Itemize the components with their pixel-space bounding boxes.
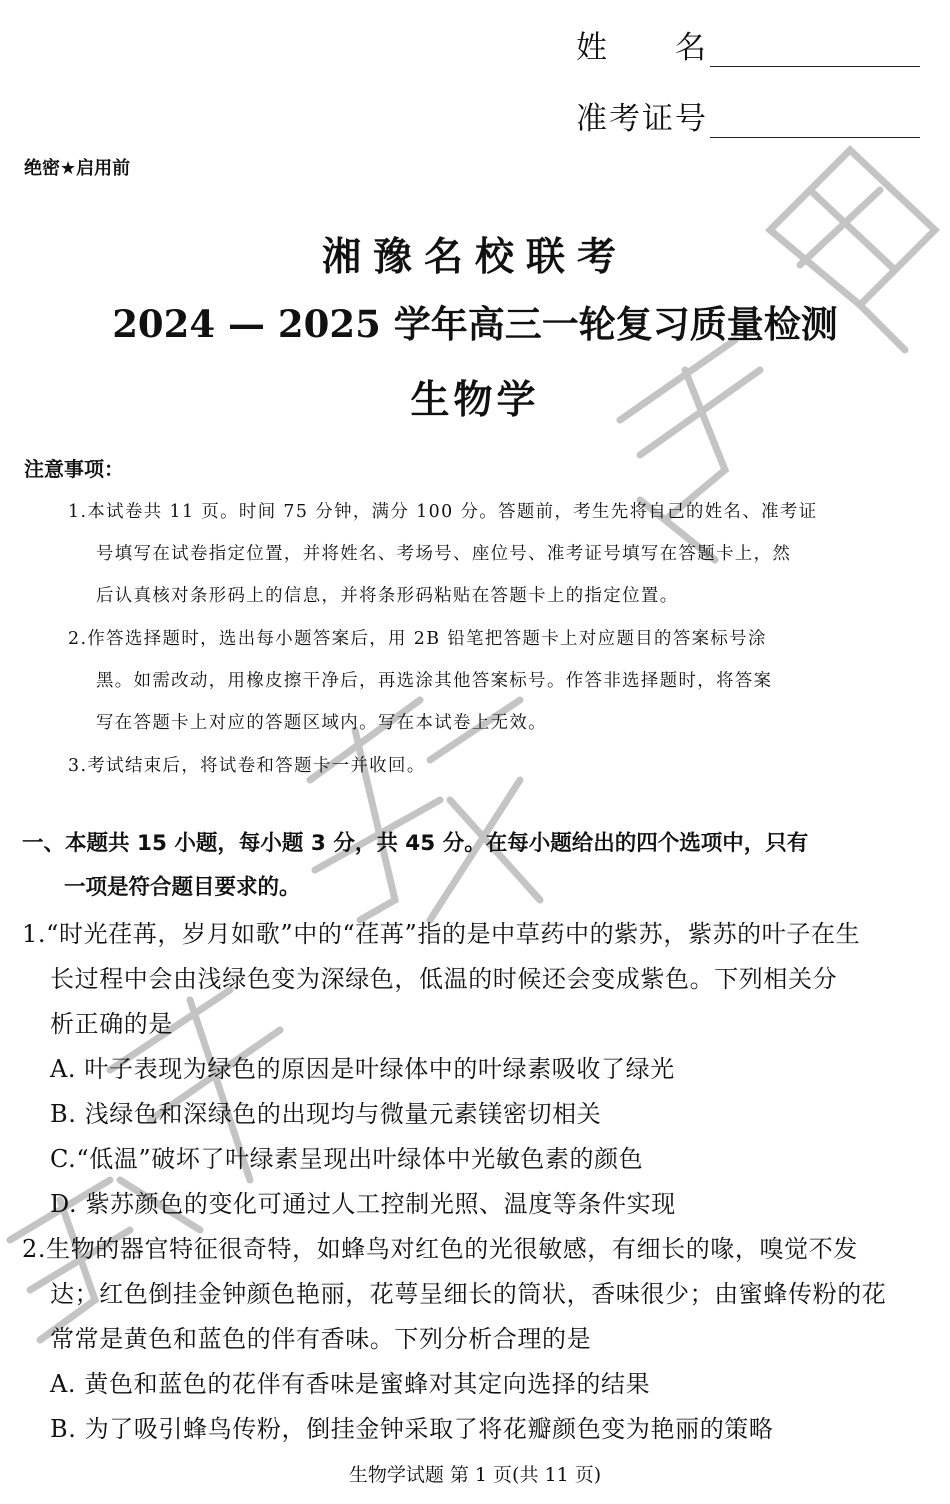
question-1-stem: 1.“时光荏苒，岁月如歌”中的“荏苒”指的是中草药中的紫苏，紫苏的叶子在生 — [22, 920, 861, 948]
notice-line: 3.考试结束后，将试卷和答题卡一并收回。 — [68, 756, 426, 776]
exam-id-blank-line[interactable] — [710, 107, 920, 138]
notice-line: 黑。如需改动，用橡皮擦干净后，再选涂其他答案标号。作答非选择题时，将答案 — [96, 671, 773, 691]
notice-line: 写在答题卡上对应的答题区域内。写在本试卷上无效。 — [96, 713, 547, 733]
notice-line: 后认真核对条形码上的信息，并将条形码粘贴在答题卡上的指定位置。 — [96, 586, 679, 606]
notice-line: 1.本试卷共 11 页。时间 75 分钟，满分 100 分。答题前，考生先将自己的姓名、准考证 — [68, 502, 818, 522]
name-label: 姓 名 — [576, 30, 708, 66]
name-field[interactable] — [576, 22, 920, 67]
notice-heading: 注意事项： — [24, 457, 124, 481]
page-footer: 生物学试题 第 1 页(共 11 页) — [348, 1464, 602, 1486]
exam-id-field[interactable] — [576, 93, 920, 138]
question-2-stem: 常常是黄色和蓝色的伴有香味。下列分析合理的是 — [50, 1325, 592, 1353]
section-instruction: 一、本题共 15 小题，每小题 3 分，共 45 分。在每小题给出的四个选项中，只有 — [22, 831, 809, 856]
notice-line: 2.作答选择题时，选出每小题答案后，用 2B 铅笔把答题卡上对应题目的答案标号涂 — [68, 629, 767, 649]
question-2-stem: 达；红色倒挂金钟颜色艳丽，花萼呈细长的筒状，香味很少；由蜜蜂传粉的花 — [50, 1280, 887, 1308]
name-blank-line[interactable] — [710, 36, 920, 67]
exam-title-org: 湘豫名校联考 — [321, 235, 628, 280]
section-instruction: 一项是符合题目要求的。 — [64, 875, 301, 900]
exam-title-subject: 生物学 — [410, 378, 540, 423]
question-1-stem: 长过程中会由浅绿色变为深绿色，低温的时候还会变成紫色。下列相关分 — [50, 965, 838, 993]
classified-mark: 绝密★启用前 — [24, 158, 131, 179]
question-2-stem: 2.生物的器官特征很奇特，如蜂鸟对红色的光很敏感，有细长的喙，嗅觉不发 — [22, 1235, 858, 1263]
exam-title-main: 2024 — 2025 学年高三一轮复习质量检测 — [112, 302, 838, 346]
question-1-option-d: D. 紫苏颜色的变化可通过人工控制光照、温度等条件实现 — [50, 1190, 676, 1218]
question-1-option-b: B. 浅绿色和深绿色的出现均与微量元素镁密切相关 — [50, 1100, 602, 1128]
question-1-option-a: A. 叶子表现为绿色的原因是叶绿体中的叶绿素吸收了绿光 — [50, 1055, 675, 1083]
question-1-stem: 析正确的是 — [50, 1010, 173, 1038]
exam-id-label: 准考证号 — [576, 101, 708, 137]
question-2-option-a: A. 黄色和蓝色的花伴有香味是蜜蜂对其定向选择的结果 — [50, 1370, 651, 1398]
notice-line: 号填写在试卷指定位置，并将姓名、考场号、座位号、准考证号填写在答题卡上，然 — [96, 544, 792, 564]
question-2-option-b: B. 为了吸引蜂鸟传粉，倒挂金钟采取了将花瓣颜色变为艳丽的策略 — [50, 1415, 774, 1443]
question-1-option-c: C.“低温”破坏了叶绿素呈现出叶绿体中光敏色素的颜色 — [50, 1145, 644, 1173]
